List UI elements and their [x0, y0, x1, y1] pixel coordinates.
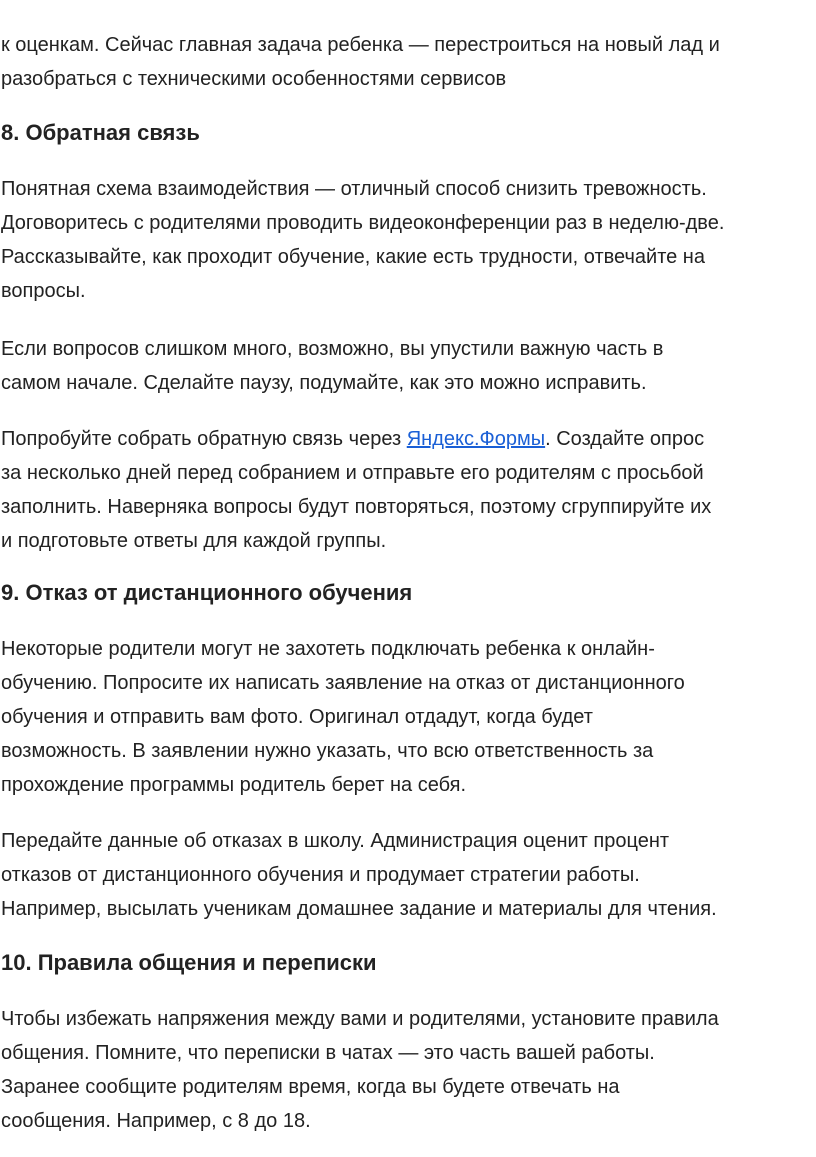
section-9-p2-line-3: Например, высылать ученикам домашнее задание и материалы для чтения. [1, 898, 717, 920]
section-9-p1-line-2: обучению. Попросите их написать заявление на отказ от дистанционного [1, 672, 685, 694]
section-8-p1-line-3: Рассказывайте, как проходит обучение, какие есть трудности, отвечайте на [1, 246, 705, 268]
section-8-p3-line-4: и подготовьте ответы для каждой группы. [1, 530, 387, 552]
section-8-p1-line-1: Понятная схема взаимодействия — отличный способ снизить тревожность. [1, 178, 707, 200]
section-10-heading: 10. Правила общения и переписки [1, 950, 377, 975]
section-8-p2-line-2: самом начале. Сделайте паузу, подумайте, как это можно исправить. [1, 372, 647, 394]
intro-line-2: разобраться с техническими особенностями сервисов [1, 68, 507, 90]
section-9-p1-line-3: обучения и отправить вам фото. Оригинал отдадут, когда будет [1, 706, 593, 728]
section-9-p1-line-1: Некоторые родители могут не захотеть подключать ребенка к онлайн- [1, 638, 655, 660]
section-8-heading: 8. Обратная связь [1, 120, 200, 145]
section-9-heading: 9. Отказ от дистанционного обучения [1, 580, 413, 605]
section-8-p3-text-before-link: Попробуйте собрать обратную связь через [1, 428, 407, 450]
intro-line-1: к оценкам. Сейчас главная задача ребенка — перестроиться на новый лад и [1, 34, 720, 56]
section-9-p2-line-1: Передайте данные об отказах в школу. Администрация оценит процент [1, 830, 670, 852]
section-8-p1-line-2: Договоритесь с родителями проводить видеоконференции раз в неделю-две. [1, 212, 725, 234]
section-8-p3-line-3: заполнить. Наверняка вопросы будут повторяться, поэтому сгруппируйте их [1, 496, 712, 518]
section-9-p1-line-4: возможность. В заявлении нужно указать, что всю ответственность за [1, 740, 654, 762]
section-8-p3-line-2: за несколько дней перед собранием и отправьте его родителям с просьбой [1, 462, 704, 484]
section-10-p1-line-1: Чтобы избежать напряжения между вами и родителями, установите правила [1, 1008, 719, 1030]
yandex-forms-link[interactable]: Яндекс.Формы [406, 428, 546, 450]
section-8-p3-text-after-link: . Создайте опрос [545, 428, 705, 450]
section-8-p2-line-1: Если вопросов слишком много, возможно, вы упустили важную часть в [1, 338, 664, 360]
section-10-p1-line-4: сообщения. Например, с 8 до 18. [1, 1110, 311, 1132]
section-10-p1-line-2: общения. Помните, что переписки в чатах — это часть вашей работы. [1, 1042, 655, 1064]
section-8-p3-line-1 [1, 422, 704, 456]
section-10-p1-line-3: Заранее сообщите родителям время, когда вы будете отвечать на [1, 1076, 620, 1098]
section-9-p1-line-5: прохождение программы родитель берет на себя. [1, 774, 467, 796]
section-8-p1-line-4: вопросы. [1, 280, 86, 302]
section-9-p2-line-2: отказов от дистанционного обучения и продумает стратегии работы. [1, 864, 640, 886]
